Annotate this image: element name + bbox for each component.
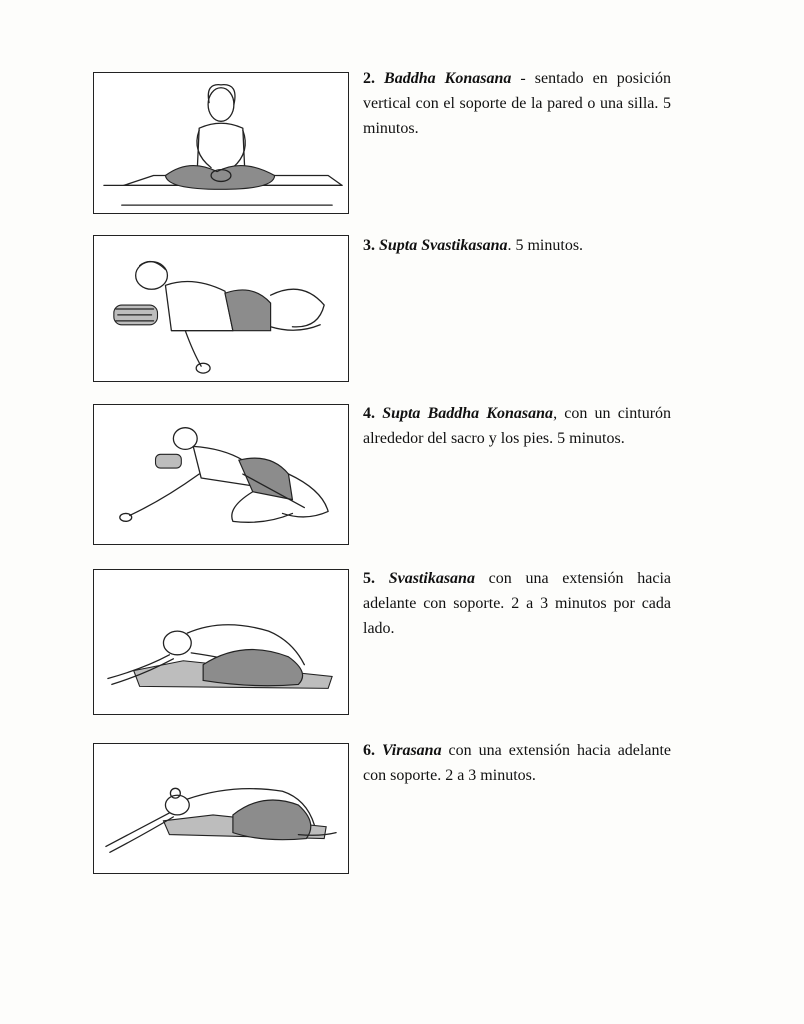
pose-2-number: 2. xyxy=(363,70,375,87)
pose-5-name: Svastikasana xyxy=(388,570,475,587)
pose-4-number: 4. xyxy=(363,405,375,422)
pose-4-description xyxy=(363,401,671,451)
pose-2-text: - sentado en posición vertical con el soporte de la pared o una silla. 5 minutos. xyxy=(363,70,672,137)
pose-6-description xyxy=(363,738,671,788)
seated-bound-angle-illustration xyxy=(93,72,349,214)
pose-5-description xyxy=(363,566,671,641)
pose-6-name: Virasana xyxy=(381,742,442,759)
pose-6-text: con una extensión hacia adelante con soporte. 2 a 3 minutos. xyxy=(363,742,672,784)
pose-2-name: Baddha Konasana xyxy=(384,70,512,87)
pose-4-text: , con un cinturón alrededor del sacro y los pies. 5 minutos. xyxy=(363,405,672,447)
pose-2-description xyxy=(363,66,671,141)
reclining-bound-angle-illustration xyxy=(93,404,349,545)
pose-5-number: 5. xyxy=(363,570,375,587)
pose-5-text: con una extensión hacia adelante con soporte. 2 a 3 minutos por cada lado. xyxy=(363,570,672,637)
pose-3-description xyxy=(363,233,671,258)
pose-6-number: 6. xyxy=(363,742,375,759)
pose-3-text: . 5 minutos. xyxy=(507,237,584,254)
crossed-legs-forward-bend-illustration xyxy=(93,569,349,715)
pose-3-number: 3. xyxy=(363,237,375,254)
reclining-crossed-legs-illustration xyxy=(93,235,349,382)
pose-3-name: Supta Svastikasana xyxy=(379,237,508,254)
pose-4-name: Supta Baddha Konasana xyxy=(382,405,554,422)
hero-forward-bend-illustration xyxy=(93,743,349,874)
